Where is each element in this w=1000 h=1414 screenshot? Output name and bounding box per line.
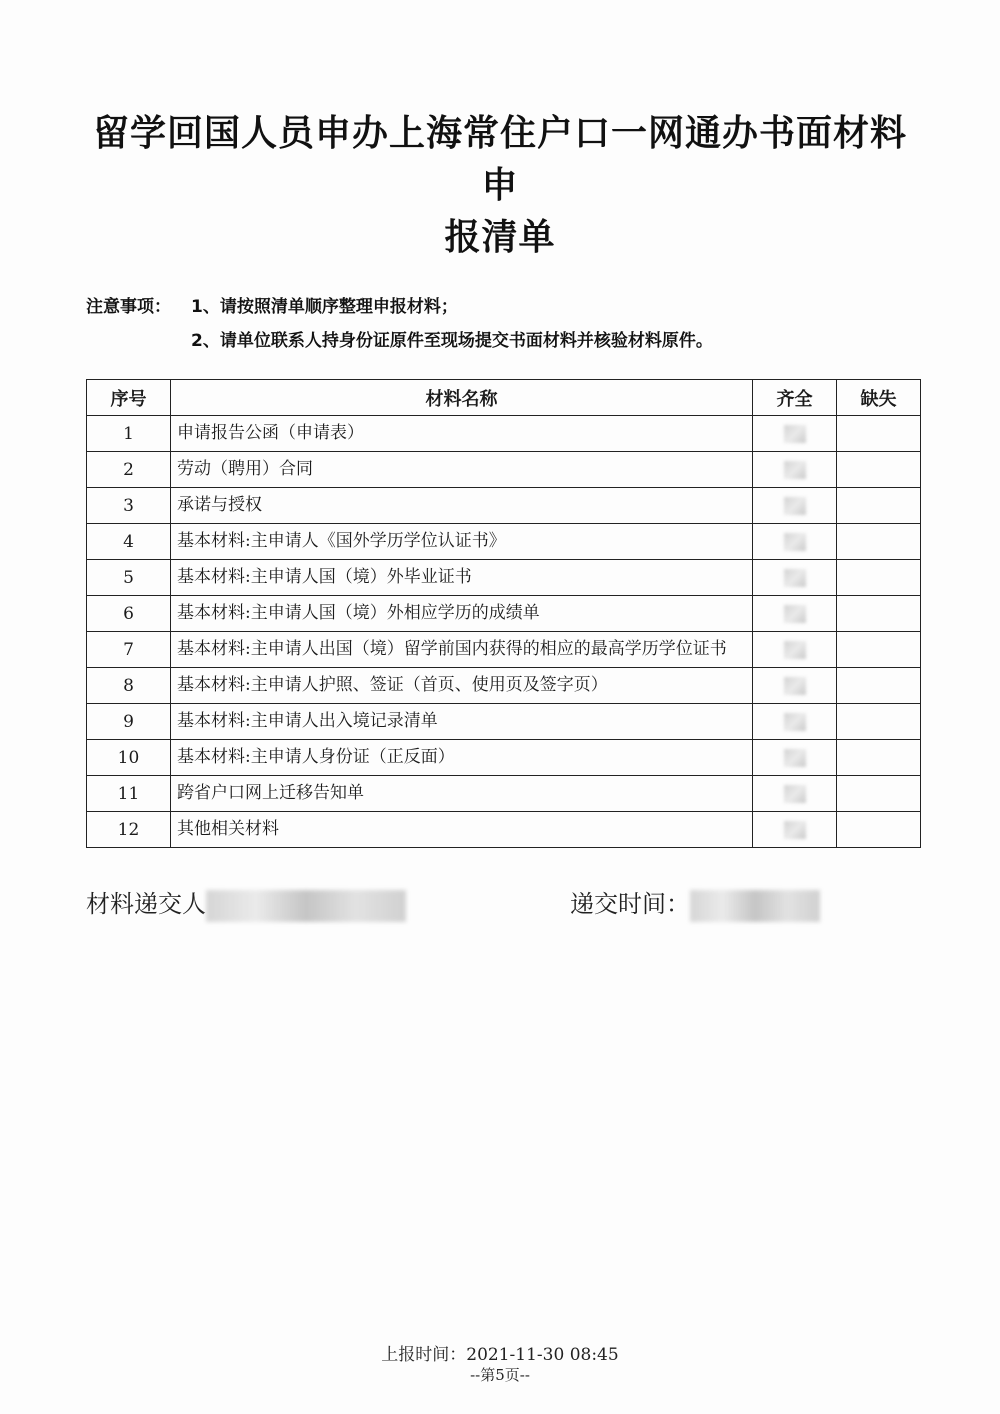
row-number: 11 <box>87 776 171 812</box>
row-material-name: 申请报告公函（申请表） <box>171 416 753 452</box>
complete-mark-redacted <box>753 416 837 452</box>
table-row <box>87 596 921 632</box>
complete-mark-redacted <box>753 668 837 704</box>
missing-cell <box>837 560 921 596</box>
submit-time-redacted <box>690 890 820 922</box>
row-number: 12 <box>87 812 171 848</box>
row-material-name: 基本材料:主申请人《国外学历学位认证书》 <box>171 524 753 560</box>
missing-cell <box>837 704 921 740</box>
table-header-row <box>87 380 921 416</box>
table-row <box>87 704 921 740</box>
row-material-name: 基本材料:主申请人出国（境）留学前国内获得的相应的最高学历学位证书 <box>171 632 753 668</box>
complete-mark-redacted <box>753 632 837 668</box>
row-number: 5 <box>87 560 171 596</box>
missing-cell <box>837 740 921 776</box>
missing-cell <box>837 668 921 704</box>
complete-mark-redacted <box>753 452 837 488</box>
row-number: 7 <box>87 632 171 668</box>
notes-label: 注意事项： <box>86 297 171 317</box>
row-material-name: 劳动（聘用）合同 <box>171 452 753 488</box>
title-line-2: 报清单 <box>444 217 556 258</box>
table-row <box>87 452 921 488</box>
complete-mark-redacted <box>753 560 837 596</box>
complete-mark-redacted <box>753 812 837 848</box>
row-number: 1 <box>87 416 171 452</box>
page-number: --第5页-- <box>470 1366 530 1384</box>
notes-section <box>86 290 946 358</box>
row-material-name: 基本材料:主申请人国（境）外相应学历的成绩单 <box>171 596 753 632</box>
submitter-field <box>86 884 406 922</box>
row-material-name: 跨省户口网上迁移告知单 <box>171 776 753 812</box>
header-complete: 齐全 <box>753 380 837 416</box>
row-number: 6 <box>87 596 171 632</box>
complete-mark-redacted <box>753 524 837 560</box>
submit-time-field <box>570 884 820 922</box>
missing-cell <box>837 812 921 848</box>
row-number: 3 <box>87 488 171 524</box>
materials-table <box>86 379 921 848</box>
row-number: 2 <box>87 452 171 488</box>
missing-cell <box>837 776 921 812</box>
submitter-label: 材料递交人 <box>86 890 206 918</box>
note-item-2: 2、请单位联系人持身份证原件至现场提交书面材料并核验材料原件。 <box>191 331 713 351</box>
table-row <box>87 668 921 704</box>
table-row <box>87 524 921 560</box>
row-material-name: 基本材料:主申请人出入境记录清单 <box>171 704 753 740</box>
header-number: 序号 <box>87 380 171 416</box>
complete-mark-redacted <box>753 740 837 776</box>
row-number: 9 <box>87 704 171 740</box>
row-material-name: 其他相关材料 <box>171 812 753 848</box>
table-row <box>87 560 921 596</box>
row-material-name: 基本材料:主申请人身份证（正反面） <box>171 740 753 776</box>
document-title <box>80 108 920 264</box>
missing-cell <box>837 416 921 452</box>
note-item-1: 1、请按照清单顺序整理申报材料； <box>191 297 458 317</box>
row-material-name: 承诺与授权 <box>171 488 753 524</box>
table-row <box>87 776 921 812</box>
submit-time-label: 递交时间： <box>570 890 690 918</box>
missing-cell <box>837 524 921 560</box>
complete-mark-redacted <box>753 776 837 812</box>
header-material-name: 材料名称 <box>171 380 753 416</box>
missing-cell <box>837 632 921 668</box>
table-row <box>87 812 921 848</box>
table-row <box>87 488 921 524</box>
row-material-name: 基本材料:主申请人国（境）外毕业证书 <box>171 560 753 596</box>
complete-mark-redacted <box>753 488 837 524</box>
row-number: 4 <box>87 524 171 560</box>
row-material-name: 基本材料:主申请人护照、签证（首页、使用页及签字页） <box>171 668 753 704</box>
missing-cell <box>837 452 921 488</box>
table-row <box>87 740 921 776</box>
table-row <box>87 416 921 452</box>
table-row <box>87 632 921 668</box>
complete-mark-redacted <box>753 704 837 740</box>
row-number: 8 <box>87 668 171 704</box>
submitter-name-redacted <box>206 890 406 922</box>
header-missing: 缺失 <box>837 380 921 416</box>
row-number: 10 <box>87 740 171 776</box>
missing-cell <box>837 488 921 524</box>
complete-mark-redacted <box>753 596 837 632</box>
title-line-1: 留学回国人员申办上海常住户口一网通办书面材料申 <box>92 113 907 206</box>
report-time: 上报时间：2021-11-30 08:45 <box>381 1345 619 1365</box>
missing-cell <box>837 596 921 632</box>
